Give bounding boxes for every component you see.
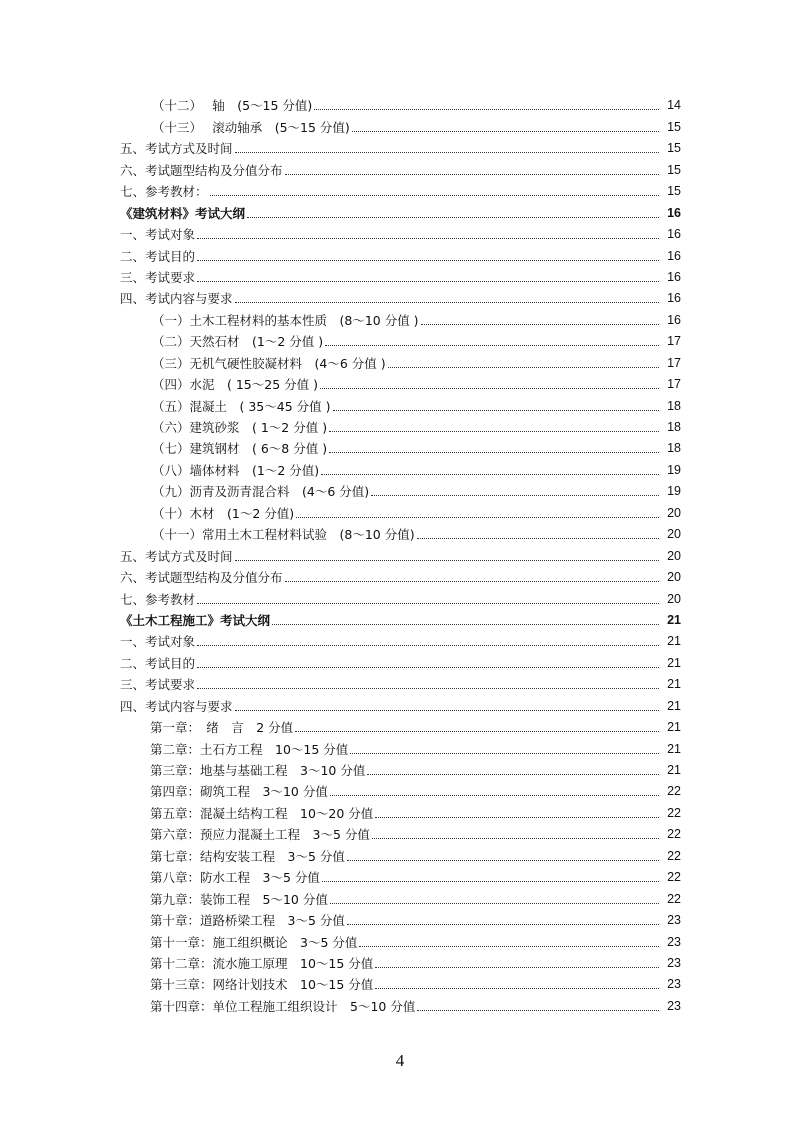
toc-entry-title: 第十四章：单位工程施工组织设计 5～10 分值	[150, 998, 416, 1014]
toc-entry[interactable]	[150, 736, 681, 757]
toc-entry-title: 第七章：结构安装工程 3～5 分值	[150, 848, 345, 864]
toc-entry[interactable]	[120, 565, 681, 586]
dot-leader	[322, 881, 659, 882]
toc-entry[interactable]	[150, 908, 681, 929]
dot-leader	[197, 645, 659, 646]
dot-leader	[417, 1010, 659, 1011]
toc-entry-title: 六、考试题型结构及分值分布	[120, 162, 283, 178]
toc-entry-page: 23	[667, 998, 681, 1013]
table-of-contents	[0, 93, 800, 1015]
toc-entry[interactable]	[150, 929, 681, 950]
toc-entry-page: 16	[667, 227, 681, 242]
dot-leader	[329, 431, 659, 432]
toc-entry-page: 16	[667, 248, 681, 263]
toc-entry[interactable]	[120, 586, 681, 607]
toc-entry-page: 21	[667, 655, 681, 670]
dot-leader	[272, 624, 659, 625]
toc-entry[interactable]	[120, 543, 681, 564]
dot-leader	[235, 710, 659, 711]
toc-entry-title: 四、考试内容与要求	[120, 698, 233, 714]
toc-entry[interactable]	[120, 629, 681, 650]
toc-entry-title: （十三） 滚动轴承 (5～15 分值)	[152, 119, 350, 135]
dot-leader	[197, 260, 659, 261]
toc-entry-page: 20	[667, 527, 681, 542]
toc-entry-title: 第八章：防水工程 3～5 分值	[150, 870, 320, 886]
toc-entry-page: 23	[667, 913, 681, 928]
dot-leader	[197, 238, 659, 239]
toc-entry-page: 20	[667, 548, 681, 563]
toc-entry[interactable]	[150, 779, 681, 800]
dot-leader	[375, 817, 659, 818]
toc-entry-page: 18	[667, 441, 681, 456]
toc-entry[interactable]	[150, 843, 681, 864]
toc-entry-page: 21	[667, 634, 681, 649]
toc-entry-title: 二、考试目的	[120, 655, 196, 671]
toc-entry[interactable]	[152, 372, 681, 393]
toc-entry-page: 23	[667, 955, 681, 970]
toc-entry[interactable]	[120, 179, 681, 200]
dot-leader	[350, 753, 659, 754]
dot-leader	[197, 688, 659, 689]
toc-entry-title: 第十三章：网络计划技术 10～15 分值	[150, 977, 374, 993]
dot-leader	[285, 581, 659, 582]
toc-entry[interactable]	[120, 265, 681, 286]
toc-entry-title: 三、考试要求	[120, 269, 196, 285]
toc-entry-page: 22	[667, 784, 681, 799]
toc-entry-title: 七、参考教材	[120, 591, 196, 607]
toc-entry-title: 第四章：砌筑工程 3～10 分值	[150, 784, 328, 800]
toc-entry-page: 19	[667, 462, 681, 477]
toc-entry-page: 20	[667, 570, 681, 585]
toc-entry-page: 21	[667, 741, 681, 756]
dot-leader	[375, 988, 659, 989]
toc-entry-page: 21	[667, 720, 681, 735]
toc-entry-title: 《建筑材料》考试大纲	[120, 205, 246, 221]
dot-leader	[285, 174, 659, 175]
toc-entry-page: 17	[667, 334, 681, 349]
toc-entry[interactable]	[152, 415, 681, 436]
toc-entry-page: 21	[667, 763, 681, 777]
toc-entry-title: （十一）常用土木工程材料试验 (8～10 分值)	[152, 527, 415, 543]
toc-entry-title: 七、参考教材：	[120, 184, 208, 200]
toc-entry-title: 一、考试对象	[120, 227, 196, 243]
toc-entry[interactable]	[120, 243, 681, 264]
toc-entry-page: 15	[667, 184, 681, 199]
dot-leader	[197, 667, 659, 668]
toc-entry-title: 二、考试目的	[120, 248, 196, 264]
dot-leader	[417, 538, 659, 539]
dot-leader	[235, 302, 659, 303]
toc-entry[interactable]	[120, 200, 681, 221]
toc-entry[interactable]	[150, 800, 681, 821]
toc-entry[interactable]	[120, 672, 681, 693]
dot-leader	[197, 281, 659, 282]
toc-entry-page: 20	[667, 505, 681, 520]
toc-entry[interactable]	[152, 457, 681, 478]
toc-entry-title: 三、考试要求	[120, 677, 196, 693]
dot-leader	[352, 131, 659, 132]
toc-entry-title: 六、考试题型结构及分值分布	[120, 570, 283, 586]
toc-entry-title: 第三章：地基与基础工程 3～10 分值	[150, 763, 366, 778]
toc-entry[interactable]	[152, 500, 681, 521]
toc-entry[interactable]	[150, 865, 681, 886]
toc-entry-title: 第二章：土石方工程 10～15 分值	[150, 741, 349, 757]
toc-entry-title: 五、考试方式及时间	[120, 548, 233, 564]
dot-leader	[320, 388, 659, 389]
dot-leader	[371, 495, 659, 496]
toc-entry[interactable]	[120, 608, 681, 629]
toc-entry[interactable]	[120, 286, 681, 307]
toc-entry-page: 17	[667, 377, 681, 392]
toc-entry[interactable]	[152, 436, 681, 457]
toc-entry-title: （十）木材 (1～2 分值)	[152, 505, 295, 521]
dot-leader	[347, 924, 659, 925]
toc-entry-title: （三）无机气硬性胶凝材料 (4～6 分值 )	[152, 355, 386, 371]
toc-entry-page: 23	[667, 934, 681, 949]
dot-leader	[314, 109, 659, 110]
toc-entry-title: 第十章：道路桥梁工程 3～5 分值	[150, 913, 345, 929]
toc-entry-page: 15	[667, 119, 681, 134]
toc-entry[interactable]	[152, 329, 681, 350]
toc-entry-title: （四）水泥 ( 15～25 分值 )	[152, 377, 318, 393]
toc-entry-title: （九）沥青及沥青混合料 (4～6 分值)	[152, 484, 370, 500]
toc-entry-page: 22	[667, 870, 681, 885]
toc-entry-page: 22	[667, 805, 681, 820]
dot-leader	[359, 946, 659, 947]
dot-leader	[210, 195, 659, 196]
dot-leader	[325, 345, 659, 346]
dot-leader	[421, 324, 659, 325]
toc-entry-page: 16	[667, 269, 681, 284]
toc-entry-page: 19	[667, 484, 681, 499]
toc-entry-page: 16	[667, 205, 681, 220]
toc-entry-title: （六）建筑砂浆 ( 1～2 分值 )	[152, 420, 328, 435]
toc-entry[interactable]	[152, 479, 681, 500]
toc-entry-title: 第九章：装饰工程 5～10 分值	[150, 891, 328, 907]
toc-entry[interactable]	[152, 114, 681, 135]
dot-leader	[235, 560, 659, 561]
toc-entry-title: 第一章： 绪 言 2 分值	[150, 720, 294, 736]
toc-entry-page: 16	[667, 312, 681, 327]
toc-entry-page: 14	[667, 98, 681, 113]
toc-entry[interactable]	[152, 393, 681, 414]
toc-entry[interactable]	[152, 522, 681, 543]
toc-entry-title: （七）建筑钢材 ( 6～8 分值 )	[152, 441, 328, 457]
dot-leader	[295, 731, 659, 732]
toc-entry-page: 23	[667, 977, 681, 992]
toc-entry[interactable]	[150, 715, 681, 736]
toc-entry[interactable]	[150, 951, 681, 972]
toc-entry-title: （一）土木工程材料的基本性质 (8～10 分值 )	[152, 312, 419, 328]
toc-entry-title: 第十一章：施工组织概论 3～5 分值	[150, 934, 358, 950]
toc-entry-page: 16	[667, 291, 681, 306]
toc-entry-title: （十二） 轴 (5～15 分值)	[152, 98, 313, 114]
toc-entry[interactable]	[150, 972, 681, 993]
dot-leader	[235, 152, 659, 153]
toc-entry-page: 17	[667, 355, 681, 370]
dot-leader	[388, 367, 659, 368]
toc-entry-page: 18	[667, 398, 681, 413]
dot-leader	[330, 795, 659, 796]
toc-entry-title: 五、考试方式及时间	[120, 141, 233, 157]
toc-entry-title: 《土木工程施工》考试大纲	[120, 612, 271, 628]
dot-leader	[372, 838, 659, 839]
toc-entry[interactable]	[150, 822, 681, 843]
toc-entry-page: 15	[667, 141, 681, 156]
toc-entry-page: 22	[667, 848, 681, 863]
toc-entry-page: 21	[667, 612, 681, 627]
dot-leader	[247, 217, 659, 218]
toc-entry-title: 第十二章：流水施工原理 10～15 分值	[150, 955, 374, 971]
toc-entry-title: 一、考试对象	[120, 634, 196, 650]
toc-entry[interactable]	[150, 993, 681, 1014]
toc-entry[interactable]	[152, 307, 681, 328]
dot-leader	[330, 903, 659, 904]
page-number: 4	[395, 1051, 405, 1070]
dot-leader	[329, 452, 659, 453]
dot-leader	[296, 517, 659, 518]
toc-entry[interactable]	[120, 222, 681, 243]
toc-entry[interactable]	[152, 350, 681, 371]
dot-leader	[375, 967, 659, 968]
dot-leader	[197, 603, 659, 604]
toc-entry[interactable]	[150, 758, 681, 779]
toc-entry[interactable]	[120, 650, 681, 671]
dot-leader	[321, 474, 659, 475]
toc-entry-page: 22	[667, 827, 681, 842]
dot-leader	[367, 774, 659, 775]
toc-entry-title: 第六章：预应力混凝土工程 3～5 分值	[150, 827, 370, 843]
toc-entry-title: （五）混凝土 ( 35～45 分值 )	[152, 398, 331, 414]
toc-entry[interactable]	[120, 157, 681, 178]
toc-entry[interactable]	[152, 93, 681, 114]
toc-entry-title: （八）墙体材料 (1～2 分值)	[152, 462, 320, 478]
dot-leader	[333, 410, 660, 411]
toc-entry[interactable]	[120, 693, 681, 714]
toc-entry-page: 15	[667, 162, 681, 177]
toc-entry-page: 22	[667, 891, 681, 906]
toc-entry-page: 21	[667, 677, 681, 692]
toc-entry-page: 18	[667, 420, 681, 434]
toc-entry-page: 21	[667, 698, 681, 713]
toc-entry-title: （二）天然石材 (1～2 分值 )	[152, 334, 324, 350]
toc-entry-page: 20	[667, 591, 681, 606]
toc-entry-title: 第五章：混凝土结构工程 10～20 分值	[150, 805, 374, 821]
dot-leader	[347, 860, 659, 861]
toc-entry-title: 四、考试内容与要求	[120, 291, 233, 307]
toc-entry[interactable]	[120, 136, 681, 157]
toc-entry[interactable]	[150, 886, 681, 907]
